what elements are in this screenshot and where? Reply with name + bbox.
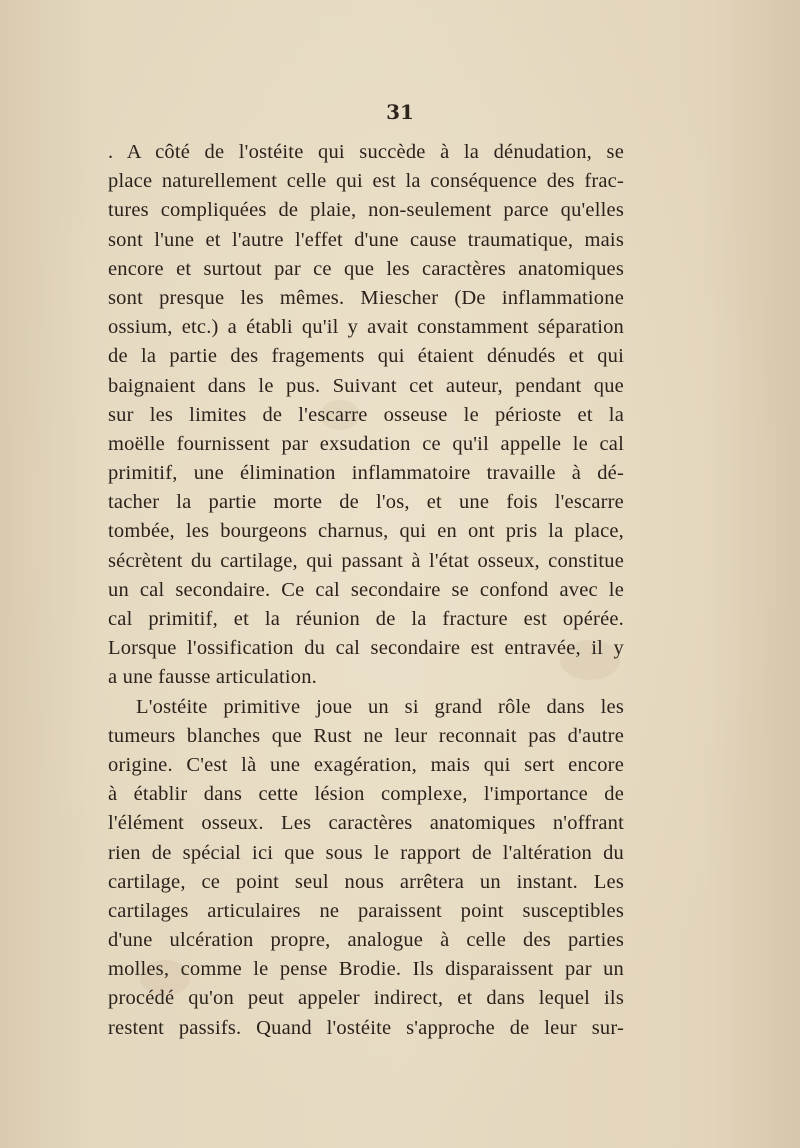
text-line: Lorsque l'ossification du cal secondaire est entravée, il y — [108, 637, 624, 660]
text-line: un cal secondaire. Ce cal secondaire se confond avec le — [108, 578, 624, 601]
text-line: a une fausse articulation. — [108, 666, 317, 689]
text-line: cartilage, ce point seul nous arrêtera un instant. Les — [108, 870, 624, 893]
text-line: l'élément osseux. Les caractères anatomiques n'offrant — [108, 812, 624, 835]
text-line: à établir dans cette lésion complexe, l'importance de — [108, 783, 624, 806]
text-line: sur les limites de l'escarre osseuse le périoste et la — [108, 403, 624, 426]
body-text — [108, 138, 624, 1043]
text-line: moëlle fournissent par exsudation ce qu'il appelle le cal — [108, 432, 624, 455]
text-line: procédé qu'on peut appeler indirect, et dans lequel ils — [108, 987, 624, 1010]
text-line: ossium, etc.) a établi qu'il y avait constamment séparation — [108, 316, 624, 339]
text-line: restent passifs. Quand l'ostéite s'approche de leur sur- — [108, 1016, 624, 1039]
text-line: sont presque les mêmes. Miescher (De inflammatione — [108, 286, 624, 309]
text-line: tombée, les bourgeons charnus, qui en ont pris la place, — [108, 520, 624, 543]
text-line: molles, comme le pense Brodie. Ils disparaissent par un — [108, 958, 624, 981]
text-line: baignaient dans le pus. Suivant cet auteur, pendant que — [108, 374, 624, 397]
text-line: sont l'une et l'autre l'effet d'une cause traumatique, mais — [108, 228, 624, 251]
page-number: 31 — [386, 100, 414, 124]
text-line: tures compliquées de plaie, non-seulement parce qu'elles — [108, 199, 624, 222]
text-line: primitif, une élimination inflammatoire travaille à dé- — [108, 462, 624, 485]
text-line: . A côté de l'ostéite qui succède à la dénudation, se — [108, 141, 624, 163]
text-line: L'ostéite primitive joue un si grand rôle dans les — [136, 695, 624, 718]
text-line: origine. C'est là une exagération, mais qui sert encore — [108, 753, 624, 776]
text-line: tumeurs blanches que Rust ne leur reconnait pas d'autre — [108, 724, 624, 747]
text-line: sécrètent du cartilage, qui passant à l'état osseux, constitue — [108, 549, 624, 572]
text-line: place naturellement celle qui est la conséquence des frac- — [108, 170, 624, 193]
text-line: encore et surtout par ce que les caractères anatomiques — [108, 257, 624, 280]
text-line: cartilages articulaires ne paraissent point susceptibles — [108, 899, 624, 922]
text-line: cal primitif, et la réunion de la fracture est opérée. — [108, 608, 624, 630]
text-line: de la partie des fragements qui étaient dénudés et qui — [108, 345, 624, 368]
text-line: d'une ulcération propre, analogue à celle des parties — [108, 929, 624, 952]
text-line: rien de spécial ici que sous le rapport de l'altération du — [108, 841, 624, 864]
text-line: tacher la partie morte de l'os, et une fois l'escarre — [108, 491, 624, 514]
